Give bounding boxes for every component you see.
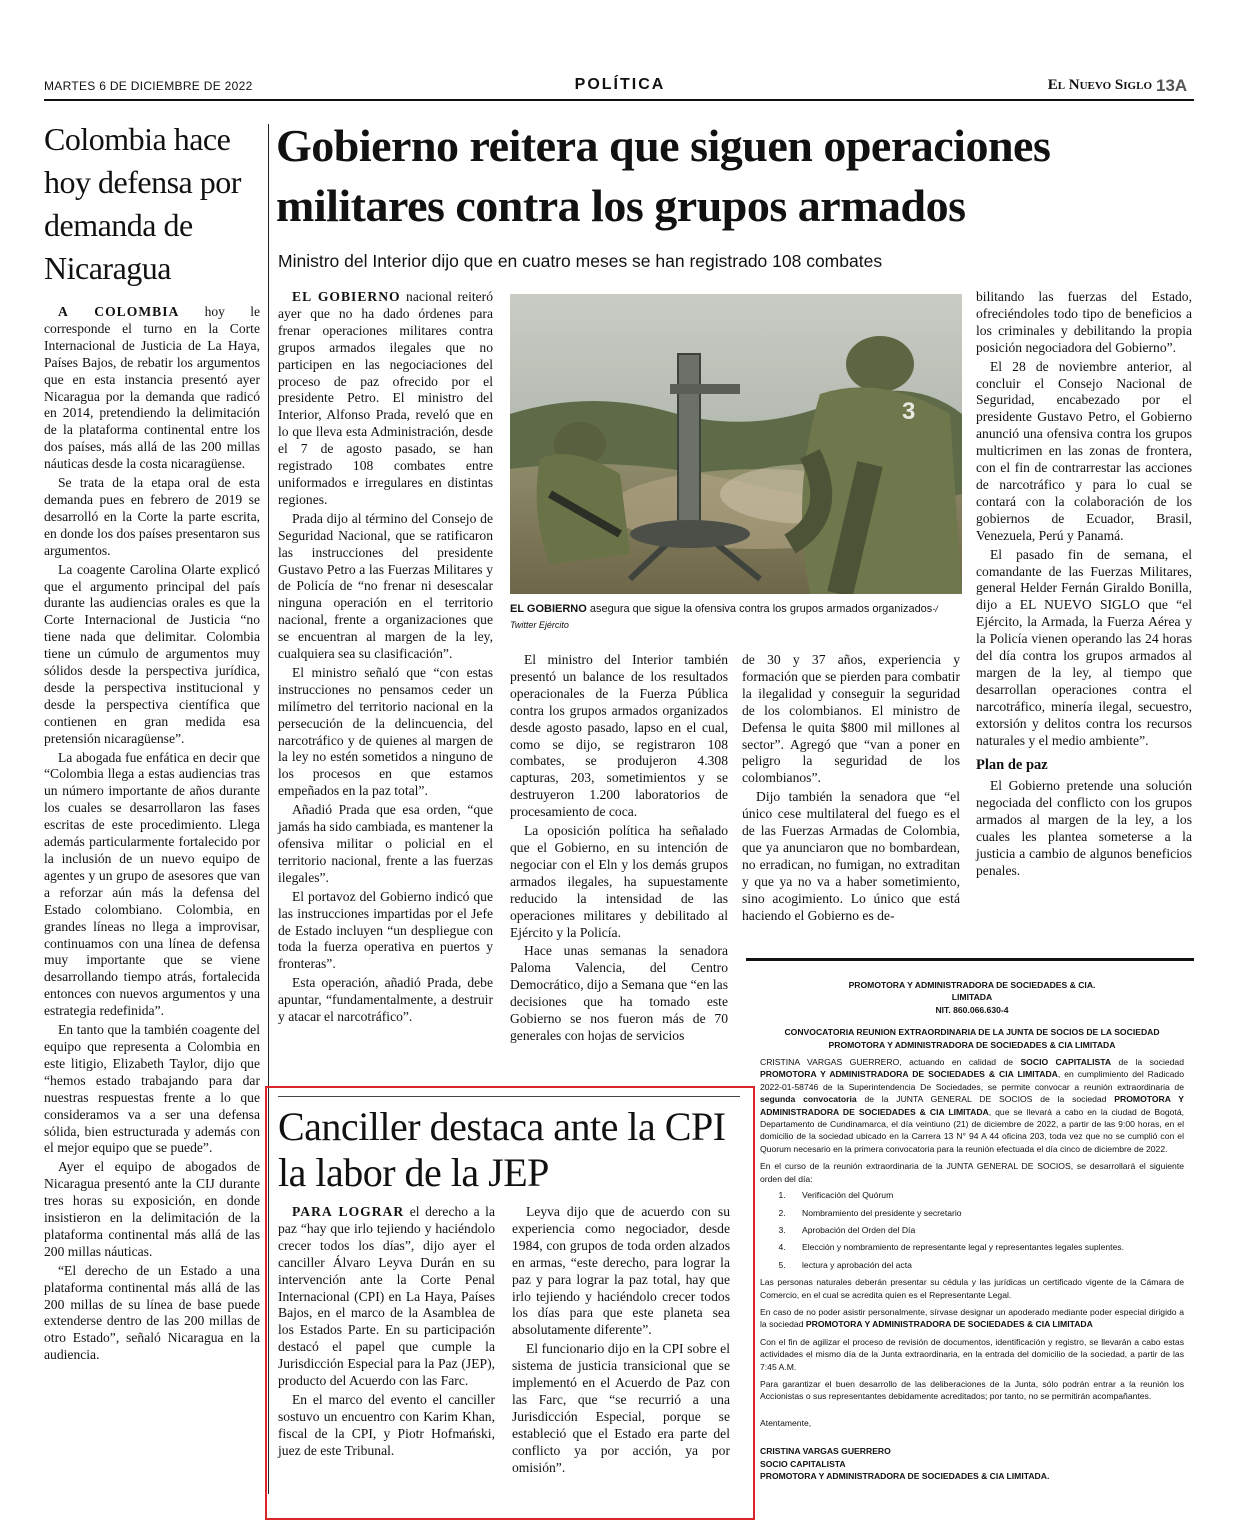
header-rule — [44, 99, 1194, 101]
section-title: POLÍTICA — [574, 76, 666, 93]
notice-body-e: , en cumplimiento del Radicado 2022-01-58746 de la Superintendencia De Sociedades, se permite convocar a reunión extraordinaria de — [760, 1069, 1184, 1092]
notice-company-line1: PROMOTORA Y ADMINISTRADORA DE SOCIEDADES & CIA. — [848, 980, 1096, 990]
box-story-p3: Leyva dijo que de acuerdo con su experiencia como negociador, desde 1984, con grupos de toda orden alzados en armas, “este derecho, para lograr la paz y para lograr la paz total, hay que irlo tejiendo y haciéndolo crecer todos los días para que este planeta sea absolutamente diferente”. — [512, 1204, 730, 1338]
notice-signature-role: SOCIO CAPITALISTA — [760, 1458, 846, 1469]
main-story-column-1 — [278, 289, 493, 1026]
box-story-rule — [278, 1096, 740, 1097]
notice-body-i: , que se llevará a cabo en la ciudad de Bogotá, Departamento de Cundinamarca, el día veintiuno (21) de diciembre de 2022, a partir de las 9:00 horas, en el domicilio de la sociedad ubicado en la Carrera 13 N° 94 A 44 oficina 203, toda vez que no se cumplió con el Quorum necesario en la primera convocatoria para la reunión efectuada el día cinco de diciembre de 2022. — [760, 1106, 1184, 1154]
notice-body-d: PROMOTORA Y ADMINISTRADORA DE SOCIEDADES & CIA LIMITADA — [760, 1069, 1058, 1080]
box-story-p4: El funcionario dijo en la CPI sobre el sistema de justicia transicional que se implementó en el Acuerdo de Paz con las Farc, que “se recurrió a una Jurisdicción Especial, porque se estableció que el Estado era parte del conflicto ya por acción, ya por omisión”. — [512, 1341, 730, 1475]
page-date: MARTES 6 DE DICIEMBRE DE 2022 — [44, 79, 253, 93]
main-story-c1p3: El ministro señaló que “con estas instrucciones no pensamos ceder un milímetro del territorio nacional en la persecución de la delincuencia, del narcotráfico y de quienes al margen de la ley no estén sometidos a ninguno de los procesos en que estamos empeñados en la paz total”. — [278, 664, 493, 799]
notice-company-line2: LIMITADA — [951, 992, 993, 1003]
notice-body-c: de la sociedad — [1111, 1057, 1184, 1068]
photo-credit: -/ Twitter Ejército — [510, 604, 938, 630]
left-story-p2: Se trata de la etapa oral de esta demanda pues en febrero de 2019 se desarrolló en la Corte la parte escrita, en donde los dos países presentaron sus argumentos. — [44, 475, 260, 558]
box-story-p1: el derecho a la paz “hay que irlo tejiendo y haciéndolo crecer todos los días”, dijo ayer el canciller Álvaro Leyva Durán en su intervención ante la Corte Penal Internacional (CPI) en La Haya, Países Bajos, en el marco de la Asamblea de los Estados Parte. En su participación destacó el papel que cumple la Jurisdicción Especial para la Paz (JEP), producto del Acuerdo con las Farc. — [278, 1204, 495, 1389]
notice-nit: NIT. 860.066.630-4 — [935, 1004, 1009, 1015]
newspaper-name: El Nuevo Siglo — [1047, 77, 1152, 93]
notice-para2 — [760, 1306, 1184, 1331]
agenda-item: 4. Elección y nombramiento de representante legal y representantes legales suplentes. — [788, 1241, 1184, 1253]
notice-body-b: SOCIO CAPITALISTA — [1020, 1057, 1112, 1068]
notice-signature-company: PROMOTORA Y ADMINISTRADORA DE SOCIEDADES & CIA LIMITADA. — [760, 1471, 1050, 1481]
soldiers-mortar-photo — [510, 294, 962, 594]
notice-closing: Atentamente, — [760, 1417, 812, 1428]
main-story-c4p1: bilitando las fuerzas del Estado, ofreciéndoles todo tipo de beneficios a los criminales y debilitando la propia posición negociadora del Gobierno”. — [976, 289, 1192, 355]
box-story-column-1 — [278, 1204, 495, 1460]
notice-body-g: de la JUNTA GENERAL DE SOCIOS de la sociedad — [856, 1094, 1115, 1105]
main-story-column-2 — [510, 652, 728, 1045]
left-story-p1: hoy le corresponde el turno en la Corte Internacional de Justicia de La Haya, Países Bajos, de rebatir los argumentos que en esta instancia presentó ayer Nicaragua por la demanda que radicó en 2014, pretendiendo la delimitación de la plataforma continental entre los dos países, más allá de las 200 millas náuticas desde la costa nicaragüense. — [44, 304, 260, 472]
caption-text: asegura que sigue la ofensiva contra los grupos armados organizados — [586, 603, 933, 615]
left-story-p5: En tanto que la también coagente del equipo que representa a Colombia en este litigio, Elizabeth Taylor, dijo que “hemos estado trabajando para dar nuestras respuestas frente a lo que consideramos va a ser una defensa sólida, bien estructurada y además con el mejor equipo que se puede”. — [44, 1022, 260, 1156]
notice-para2-a: En caso de no poder asistir personalmente, sírvase designar un apoderado mediante poder especial dirigido a la sociedad — [760, 1306, 1184, 1330]
main-story-c4p3: El pasado fin de semana, el comandante de las Fuerzas Militares, general Helder Fernán Giraldo Bonilla, dijo a EL NUEVO SIGLO que “el Ejército, la Armada, la Fuerza Aérea y la Policía vienen operando las 24 horas del día contra los grupos armados al margen de la ley, al tiempo que desarrollan operaciones contra el narcotráfico, minería ilegal, secuestro, extorsión y delitos contra los recursos naturales y el medio ambiente”. — [976, 546, 1192, 748]
main-story-c1p6: Esta operación, añadió Prada, debe apuntar, “fundamentalmente, a destruir y atacar el narcotráfico”. — [278, 975, 493, 1025]
left-story-headline: Colombia hace hoy defensa por demanda de Nicaragua — [44, 121, 241, 286]
notice-order-intro: En el curso de la reunión extraordinaria de la JUNTA GENERAL DE SOCIOS, se desarrollará el siguiente orden del día: — [760, 1161, 1184, 1184]
soldier-number: 3 — [902, 398, 916, 425]
main-story-subhead: Plan de paz — [976, 757, 1048, 774]
notice-body-h: PROMOTORA Y ADMINISTRADORA DE SOCIEDADES & CIA LIMITADA — [760, 1094, 1184, 1117]
main-story-column-3 — [742, 652, 960, 925]
left-story-lead: A COLOMBIA — [58, 304, 180, 319]
main-story-c1p5: El portavoz del Gobierno indicó que las instrucciones impartidas por el Jefe de Estado incluyen “un despliegue con toda la fuerza operativa en puertos y fronteras”. — [278, 888, 493, 972]
main-story-c1p4: Añadió Prada que esa orden, “que jamás ha sido cambiada, es mantener la ofensiva militar o policial en el territorio nacional, frente a las fuerzas ilegales”. — [278, 802, 493, 885]
main-headline: Gobierno reitera que siguen operaciones militares contra los grupos armados — [276, 120, 1051, 231]
notice-para1: Las personas naturales deberán presentar su cédula y las jurídicas un certificado vigente de la Cámara de Comercio, en el cual se acredita quien es el Representante Legal. — [760, 1277, 1184, 1300]
main-story-c1p1: nacional reiteró ayer que no ha dado órdenes para frenar operaciones militares contra grupos armados ilegales que no participen en las negociaciones del proceso de paz ofrecido por el presidente Petro. El ministro del Interior, Alfonso Prada, reveló que en lo que lleva esta Administración, desde el 7 de agosto pasado, se han registrado 108 combates entre uniformados e irregulares en distintas regiones. — [278, 289, 493, 507]
notice-para3: Con el fin de agilizar el proceso de revisión de documentos, identificación y registro, se llevarán a cabo estas actividades el mismo día de la Junta extraordinaria, en la entrada del domicilio de la sociedad, a partir de las 7:45 A.M. — [760, 1336, 1184, 1372]
notice-title-line1: CONVOCATORIA REUNION EXTRAORDINARIA DE LA JUNTA DE SOCIOS DE LA SOCIEDAD — [784, 1027, 1160, 1038]
notice-para4: Para garantizar el buen desarrollo de las deliberaciones de la Junta, sólo podrán entrar a la reunión los Accionistas o sus representantes debidamente acreditados; por tanto, no se permitirán acompañantes. — [760, 1378, 1184, 1402]
agenda-item: 3. Aprobación del Orden del Día — [788, 1224, 1184, 1236]
left-story — [44, 118, 260, 1364]
main-story-c3p2: Dijo también la senadora que “el único cese multilateral del fuego es el de las Fuerzas Armadas de Colombia, que ya anunciaron que no bombardean, no erradican, no fumigan, no extraditan y que ya no va a haber sometimiento, sino acogimiento. Lo único que está haciendo el Gobierno es de- — [742, 789, 960, 923]
left-story-paragraph — [44, 304, 260, 473]
agenda-item: 5. lectura y aprobación del acta — [788, 1259, 1184, 1271]
notice-body-a: CRISTINA VARGAS GUERRERO, actuando en calidad de — [760, 1057, 1021, 1068]
legal-notice — [746, 958, 1194, 1498]
main-story-column-4 — [976, 289, 1192, 880]
news-photo — [510, 294, 962, 594]
caption-lead: EL GOBIERNO — [510, 603, 587, 615]
main-story-c2p1: El ministro del Interior también presentó un balance de los resultados operacionales de la Fuerza Pública contra los grupos armados organizados desde agosto pasado, lapso en el cual, como se dijo, se registraron 108 combates, se produjeron 4.308 capturas, 203, sometimientos y se destruyeron 1.200 laboratorios de procesamiento de coca. — [510, 652, 728, 820]
photo-caption — [510, 601, 962, 633]
main-story-c2p2: La oposición política ha señalado que el Gobierno, en su intención de negociar con el Eln y los demás grupos armados ilegales, ha supuestamente reducido la intensidad de las operaciones militares y debilitado al Ejército y la Policía. — [510, 823, 728, 940]
notice-agenda — [788, 1189, 1184, 1271]
main-deck: Ministro del Interior dijo que en cuatro meses se han registrado 108 combates — [278, 251, 883, 271]
box-story-column-2 — [512, 1204, 730, 1477]
main-story-c4p4: El Gobierno pretende una solución negociada del conflicto con los grupos armados al margen de la ley, a los cuales les plantea someterse a la justicia a cambio de algunos beneficios penales. — [976, 778, 1192, 878]
main-story-c4p2: El 28 de noviembre anterior, al concluir el Consejo Nacional de Seguridad, encabezado por el presidente Gustavo Petro, el Gobierno anunció una ofensiva contra los grupos multicrimen en las zonas de frontera, con el fin de contrarrestar las acciones de narcotráfico y para lo cual se contará con la colaboración de los gobiernos de Ecuador, Brasil, Venezuela, Perú y Panamá. — [976, 358, 1192, 543]
left-story-p3: La coagente Carolina Olarte explicó que el argumento principal del país durante las audiencias orales es que la Corte Internacional de Justicia “no tiene nada que delimitar. Colombia tiene un cúmulo de argumentos muy sólidos desde la perspectiva jurídica, desde la perspectiva institucional y desde la perspectiva científica que contienen en gran medida esa pretensión nicaragüense”. — [44, 561, 260, 746]
left-story-p7: “El derecho de un Estado a una plataforma continental más allá de las 200 millas de su línea de base puede extenderse dentro de las 200 millas de otro Estado”, señaló Nicaragua en la audiencia. — [44, 1262, 260, 1363]
left-story-p4: La abogada fue enfática en decir que “Colombia llega a estas audiencias tras un número importante de años durante los cuales se desarrollaron las fases escritas de este procedimiento. Llega además particularmente fortalecido por la inclusión de un nuevo equipo de agentes y un grupo de asesores que van a reforzar aún más la defensa del Estado colombiano. Colombia, en grandes líneas no llega a improvisar, continuamos con una línea de defensa muy importante que se viene desarrollando tiempo atrás, fortalecida entonces con nuevos argumentos y una estrategia redefinida”. — [44, 749, 260, 1019]
box-story-lead: PARA LOGRAR — [292, 1204, 405, 1219]
main-story-lead: EL GOBIERNO — [292, 289, 401, 304]
agenda-item: 2. Nombramiento del presidente y secretario — [788, 1207, 1184, 1219]
notice-para2-b: PROMOTORA Y ADMINISTRADORA DE SOCIEDADES & CIA LIMITADA — [805, 1319, 1093, 1330]
notice-body-f: segunda convocatoria — [760, 1094, 857, 1105]
box-story-p2: En el marco del evento el canciller sostuvo un encuentro con Karim Khan, fiscal de la CPI, y Piotr Hofmański, juez de este Tribunal. — [278, 1391, 495, 1458]
main-story-c1p2: Prada dijo al término del Consejo de Seguridad Nacional, que se ratificaron las instrucciones del presidente Gustavo Petro a las Fuerzas Militares y de Policía de “no frenar ni desescalar ninguna operación en el territorio nacional, frente a organizaciones que se encuentran al margen de la ley, cualquiera sea su clasificación”. — [278, 510, 493, 662]
main-story-c3p1: de 30 y 37 años, experiencia y formación que se pierden para combatir la ilegalidad y conseguir la seguridad de los colombianos. El ministro de Defensa le quita $800 mil millones al sector”. Agregó que “van a poner en peligro la seguridad de los colombianos”. — [742, 652, 960, 786]
box-story-headline: Canciller destaca ante la CPI la labor de la JEP — [278, 1104, 726, 1195]
left-story-p6: Ayer el equipo de abogados de Nicaragua presentó ante la CIJ durante tres horas su exposición, en donde insistieron en la delimitación de la plataforma continental más allá de las 200 millas náuticas. — [44, 1159, 260, 1259]
notice-title-line2: PROMOTORA Y ADMINISTRADORA DE SOCIEDADES & CIA LIMITADA — [828, 1039, 1116, 1050]
agenda-item: 1. Verificación del Quórum — [788, 1189, 1184, 1201]
page-number: 13A — [1156, 76, 1188, 95]
notice-signature-name: CRISTINA VARGAS GUERRERO — [760, 1446, 891, 1457]
main-story-c2p3: Hace unas semanas la senadora Paloma Valencia, del Centro Democrático, dijo a Semana que “en las decisiones que ha tomado este Gobierno se nos fueron más de 70 generales con hojas de servicios — [510, 943, 728, 1043]
notice-body — [760, 1056, 1184, 1155]
